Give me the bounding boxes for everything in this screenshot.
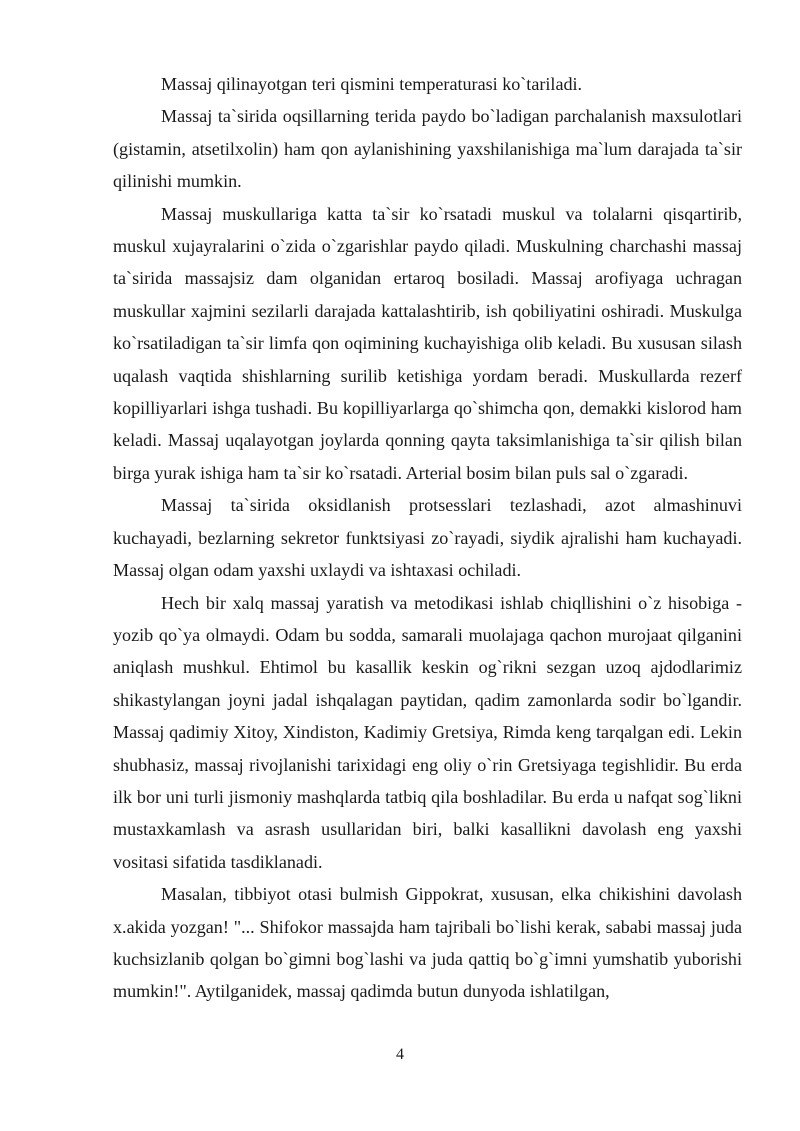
page-number: 4 bbox=[396, 1046, 404, 1063]
paragraph: Massaj ta`sirida oksidlanish protsesslari tezlashadi, azot almashinuvi kuchayadi, bezlarning sekretor funktsiyasi zo`rayadi, siydik ajralishi ham kuchayadi. Massaj olgan odam yaxshi uxlaydi va ishtaxasi ochiladi. bbox=[113, 495, 742, 581]
paragraph: Massaj qilinayotgan teri qismini temperaturasi ko`tariladi. bbox=[161, 74, 583, 94]
document-page bbox=[113, 68, 742, 1008]
paragraph: Hech bir xalq massaj yaratish va metodikasi ishlab chiqllishini o`z hisobiga -yozib qo`ya olmaydi. Odam bu sodda, samarali muolajaga qachon murojaat qilganini aniqlash mushkul. Ehtimol bu kasallik keskin og`rikni sezgan uzoq ajdodlarimiz shikastylangan joyni jadal ishqalagan paytidan, qadim zamonlarda sodir bo`lgandir. Massaj qadimiy Xitoy, Xindiston, Kadimiy Gretsiya, Rimda keng tarqalgan edi. Lekin shubhasiz, massaj rivojlanishi tarixidagi eng oliy o`rin Gretsiyaga tegishlidir. Bu erda ilk bor uni turli jismoniy mashqlarda tatbiq qila boshladilar. Bu erda u nafqat sog`likni mustaxkamlash va asrash usullaridan biri, balki kasallikni davolash eng yaxshi vositasi sifatida tasdiklanadi. bbox=[113, 592, 742, 872]
paragraph: Massaj ta`sirida oqsillarning terida paydo bo`ladigan parchalanish maxsulotlari (gistamin, atsetilxolin) ham qon aylanishining yaxshilanishiga ma`lum darajada ta`sir qilinishi mumkin. bbox=[113, 106, 742, 192]
paragraph: Massaj muskullariga katta ta`sir ko`rsatadi muskul va tolalarni qisqartirib, muskul xujayralarini o`zida o`zgarishlar paydo qiladi. Muskulning charchashi massaj ta`sirida massajsiz dam olganidan ertaroq bosiladi. Massaj arofiyaga uchragan muskullar xajmini sezilarli darajada kattalashtirib, ish qobiliyatini oshiradi. Muskulga ko`rsatiladigan ta`sir limfa qon oqimining kuchayishiga olib keladi. Bu xususan silash uqalash vaqtida shishlarning surilib ketishiga yordam beradi. Muskullarda rezerf kopilliyarlari ishga tushadi. Bu kopilliyarlarga qo`shimcha qon, demakki kislorod ham keladi. Massaj uqalayotgan joylarda qonning qayta taksimlanishiga ta`sir qilish bilan birga yurak ishiga ham ta`sir ko`rsatadi. Arterial bosim bilan puls sal o`zgaradi. bbox=[113, 203, 742, 483]
paragraph: Masalan, tibbiyot otasi bulmish Gippokrat, xususan, elka chikishini davolash x.akida yozgan! "... Shifokor massajda ham tajribali bo`lishi kerak, sababi massaj juda kuchsizlanib qolgan bo`gimni bog`lashi va juda qattiq bo`g`imni yumshatib yuborishi mumkin!". Aytilganidek, massaj qadimda butun dunyoda ishlatilgan, bbox=[113, 884, 742, 1002]
